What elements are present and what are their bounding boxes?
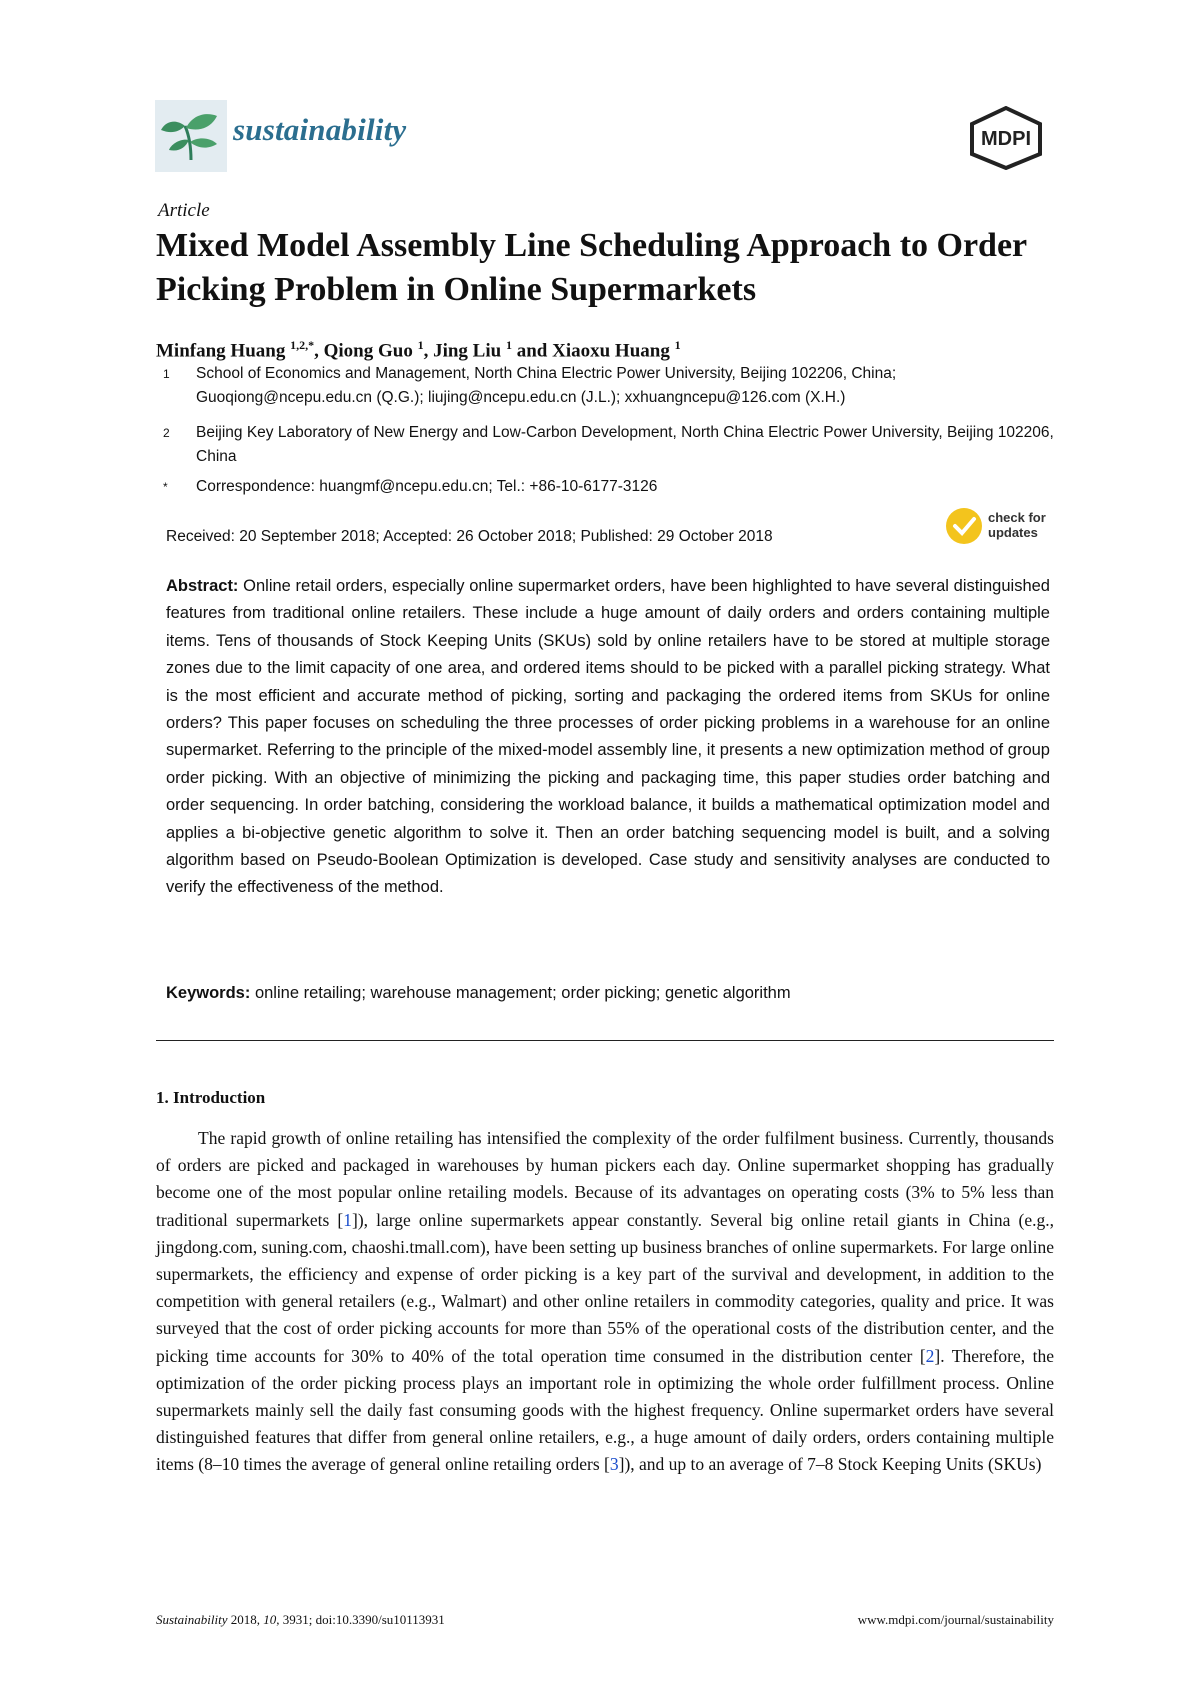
check-icon [946,508,982,544]
footer-url[interactable]: www.mdpi.com/journal/sustainability [857,1612,1054,1627]
paper-title: Mixed Model Assembly Line Scheduling Approach to Order Picking Problem in Online Supermarkets [156,227,1027,308]
abstract [166,573,1050,902]
author-list: Minfang Huang $^{1,2,*}$, Qiong Guo $^1$, Jing Liu $^1$ and Xiaoxu Huang $^1$ [156,338,681,362]
author-affiliation-mark: 1,2,* [290,338,315,352]
citation-link[interactable]: 2 [925,1345,935,1366]
publication-dates: Received: 20 September 2018; Accepted: 26 October 2018; Published: 29 October 2018 [166,528,773,545]
journal-name: sustainability [233,112,407,147]
journal-logo [155,100,455,172]
footer-volume: 10 [263,1612,277,1627]
keywords [166,984,1050,1003]
abstract-text: Online retail orders, especially online supermarket orders, have been highlighted to have several distinguished features from traditional online retailers. These include a huge amount of daily orders and orders containing multiple items. Tens of thousands of Stock Keeping Units (SKUs) sold by online retailers have to be stored at multiple storage zones due to the limit capacity of one area, and ordered items should to be picked with a parallel picking strategy. What is the most efficient and accurate method of picking, sorting and packaging the ordered items from SKUs for online orders? This paper focuses on scheduling the three processes of order picking problems in a warehouse for an online supermarket. Referring to the principle of the mixed-model assembly line, it presents a new optimization method of group order picking. With an objective of minimizing the picking and packaging time, this paper studies order batching and order sequencing. In order batching, considering the workload balance, it builds a mathematical optimization model and applies a bi-objective genetic algorithm to solve it. Then an order batching sequencing model is built, and a solving algorithm based on Pseudo-Boolean Optimization is developed. Case study and sensitivity analyses are conducted to verify the effectiveness of the method. [166,577,1050,897]
citation-link[interactable]: 1 [343,1209,352,1230]
footer-year: 2018, [227,1612,264,1627]
section-heading: 1. Introduction [156,1088,266,1107]
intro-text: ]), large online supermarkets appear constantly. Several big online retail giants in China (e.g., jingdong.com, suning.com, chaoshi.tmall.com), have been setting up business branches of online supermarkets. For large online supermarkets, the efficiency and expense of order picking is a key part of the survival and development, in addition to the competition with general retailers (e.g., Walmart) and other online retailers in commodity categories, quality and price. It was surveyed that the cost of order picking accounts for more than 55% of the operational costs of the distribution center, and the picking time accounts for 30% to 40% of the total operation time consumed in the distribution center [ [156,1209,1054,1366]
check-updates-line1: check for [988,510,1046,525]
intro-text: ]), and up to an average of 7–8 Stock Keeping Units (SKUs) [618,1454,1042,1475]
footer-doi: , 3931; doi:10.3390/su10113931 [276,1612,445,1627]
check-for-updates-badge[interactable] [946,508,1076,548]
author-affiliation-mark: 1 [417,338,424,352]
author-affiliation-mark: 1 [674,338,681,352]
footer-journal: Sustainability [156,1612,228,1627]
intro-paragraph [156,1125,1054,1479]
leaf-icon [155,100,227,172]
affiliation-mark: 1 [163,367,170,381]
intro-text: ]. Therefore, the optimization of the order picking process plays an important role in optimizing the whole order fulfillment process. Online supermarkets mainly sell the daily fast consuming goods with the highest frequency. Online supermarket orders have several distinguished features that differ from general online retailers, e.g., a huge amount of daily orders, orders containing multiple items (8–10 times the average of general online retailing orders [ [156,1345,1054,1475]
affiliation-text: Beijing Key Laboratory of New Energy and Low-Carbon Development, North China Electric Power University, Beijing 102206, China [196,424,1054,465]
check-updates-line2: updates [988,525,1038,540]
section-divider [156,1040,1054,1041]
keywords-label: Keywords: [166,984,251,1002]
author-name: Xiaoxu Huang [552,340,670,362]
keywords-text: online retailing; warehouse management; order picking; genetic algorithm [254,984,791,1002]
check-updates-text [988,510,1046,540]
author-name: Qiong Guo [323,340,413,362]
affiliation-mark: 2 [163,426,170,440]
author-affiliation-mark: 1 [505,338,512,352]
citation-link[interactable]: 3 [609,1454,619,1475]
author-name: Minfang Huang [156,340,286,362]
author-name: Jing Liu [433,340,502,362]
footer-citation [156,1612,445,1628]
mdpi-logo [966,106,1046,170]
affiliation-mark: * [163,480,168,494]
article-type: Article [158,200,210,221]
affiliation-text: Correspondence: huangmf@ncepu.edu.cn; Tel.: +86-10-6177-3126 [196,478,658,495]
mdpi-logo-text: MDPI [981,128,1031,150]
author-conjunction: and [516,340,548,362]
affiliation-text: School of Economics and Management, North China Electric Power University, Beijing 102206, China; Guoqiong@ncepu.edu.cn (Q.G.); liujing@ncepu.edu.cn (J.L.); xxhuangncepu@126.com (X.H.) [196,365,897,406]
intro-text: The rapid growth of online retailing has intensified the complexity of the order fulfilment business. Currently, thousands of orders are picked and packaged in warehouses by human pickers each day. Online supermarket shopping has gradually become one of the most popular online retailing models. Because of its advantages on operating costs (3% to 5% less than traditional supermarkets [ [156,1128,1054,1230]
abstract-label: Abstract: [166,577,239,595]
